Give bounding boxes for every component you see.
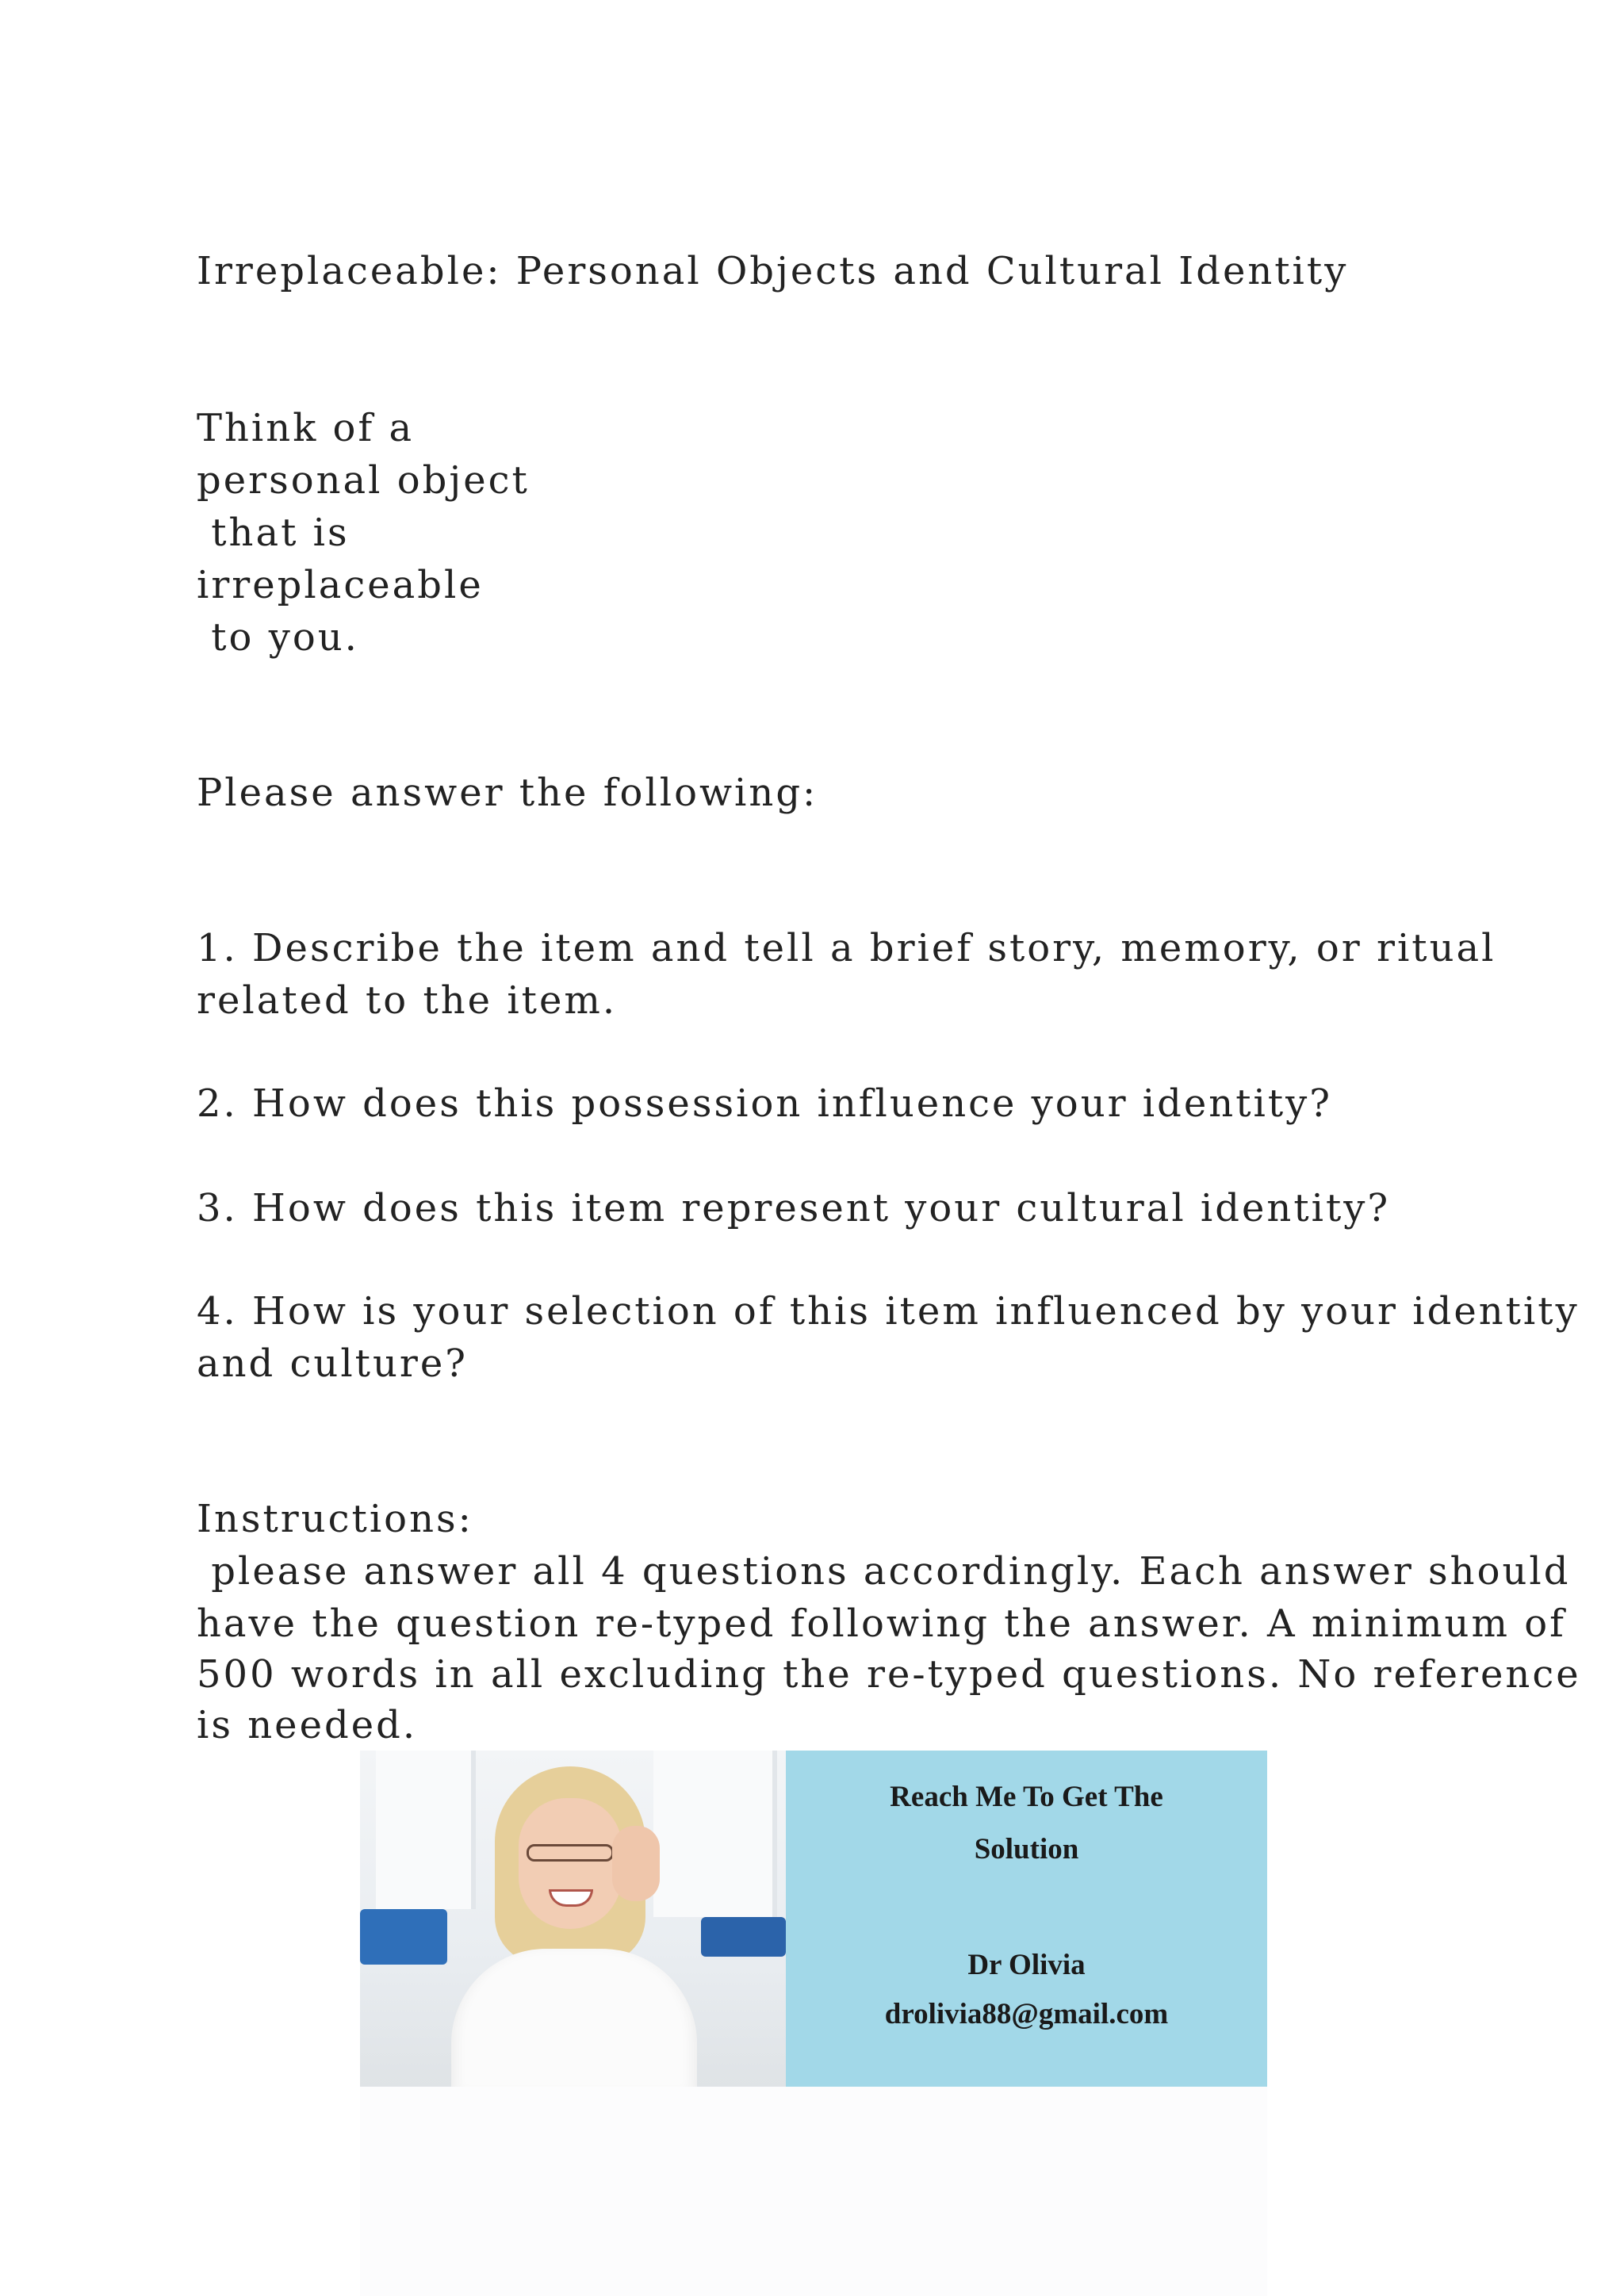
instructions-line-1: please answer all 4 questions accordingly. Each answer should: [197, 1549, 1571, 1594]
contact-email: drolivia88@gmail.com: [884, 1998, 1169, 2030]
contact-name: Dr Olivia: [967, 1949, 1086, 1981]
instructions-line-3: 500 words in all excluding the re-typed questions. No reference: [197, 1652, 1581, 1697]
question-4-line-2: and culture?: [197, 1341, 468, 1386]
blank-area: [360, 2087, 1267, 2296]
prompt-line-2: personal object: [197, 458, 530, 503]
prompt-line-1: Think of a: [197, 406, 415, 450]
prompt-line-5: to you.: [197, 615, 359, 660]
page-title: Irreplaceable: Personal Objects and Cultural Identity: [197, 249, 1349, 293]
contact-line-2: Solution: [974, 1833, 1079, 1866]
contact-line-1: Reach Me To Get The: [890, 1781, 1163, 1813]
chair-shape: [360, 1909, 447, 1965]
prompt-line-4: irreplaceable: [197, 563, 484, 607]
question-1-line-1: 1. Describe the item and tell a brief story, memory, or ritual: [197, 926, 1496, 970]
hand-shape: [612, 1826, 660, 1901]
face-shape: [519, 1798, 622, 1929]
question-3: 3. How does this item represent your cultural identity?: [197, 1186, 1391, 1230]
promo-photo: [360, 1751, 786, 2087]
question-2: 2. How does this possession influence your identity?: [197, 1081, 1332, 1126]
prompt-line-3: that is: [197, 511, 350, 555]
promo-banner: [360, 1751, 1267, 2087]
chair-shape-right: [701, 1917, 786, 1957]
instructions-line-2: have the question re-typed following the answer. A minimum of: [197, 1601, 1566, 1646]
glasses-shape: [527, 1844, 614, 1862]
blouse-shape: [451, 1949, 697, 2087]
instructions-heading: Instructions:: [197, 1497, 473, 1541]
question-4-line-1: 4. How is your selection of this item influenced by your identity: [197, 1289, 1580, 1334]
instructions-line-4: is needed.: [197, 1703, 418, 1747]
question-1-line-2: related to the item.: [197, 978, 618, 1023]
intro-text: Please answer the following:: [197, 771, 818, 815]
contact-card: [786, 1751, 1267, 2087]
